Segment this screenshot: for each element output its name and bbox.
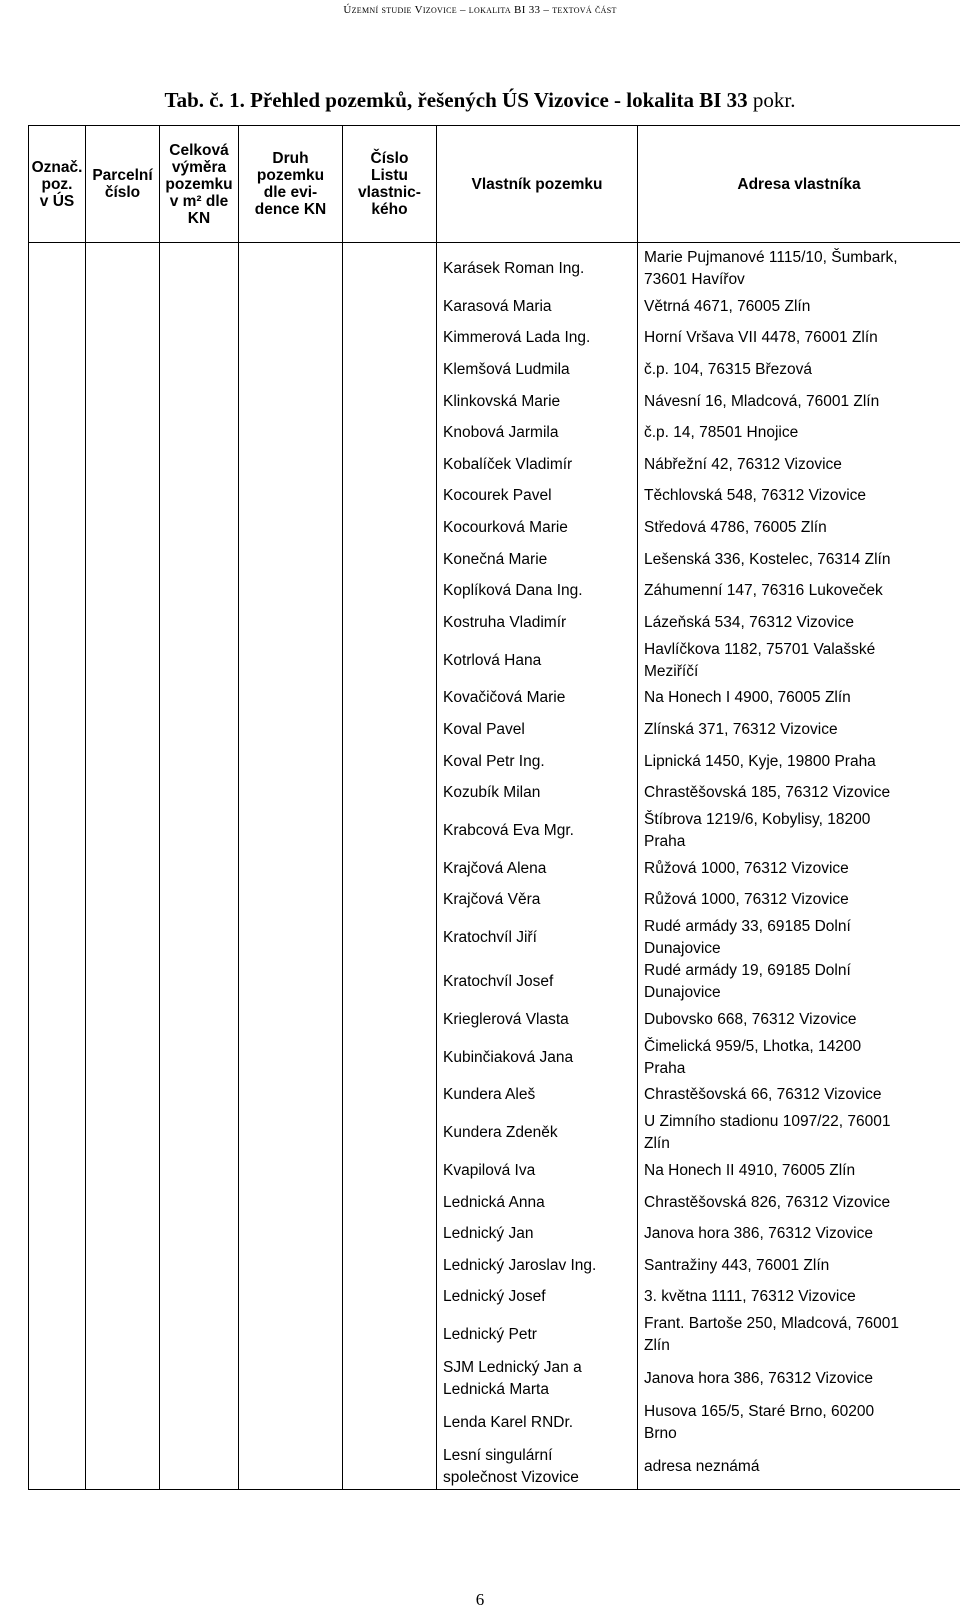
owner-name-line: Krajčová Alena bbox=[443, 859, 547, 877]
owner-name bbox=[437, 1111, 637, 1155]
running-header bbox=[0, 4, 960, 16]
owner-name bbox=[437, 512, 637, 544]
owner-address-line: Větrná 4671, 76005 Zlín bbox=[644, 297, 811, 315]
col-header-line: v ÚS bbox=[39, 192, 75, 210]
owner-address-line: Těchlovská 548, 76312 Vizovice bbox=[644, 487, 867, 505]
owner-name bbox=[437, 885, 637, 917]
owner-address bbox=[638, 481, 960, 513]
owner-name bbox=[437, 1187, 637, 1219]
owner-name-line: společnost Vizovice bbox=[443, 1469, 579, 1487]
owner-name bbox=[437, 291, 637, 323]
owner-address bbox=[638, 960, 960, 1004]
owner-address-line: 3. května 1111, 76312 Vizovice bbox=[644, 1288, 856, 1306]
owner-name bbox=[437, 746, 637, 778]
owner-name bbox=[437, 323, 637, 355]
owner-address-line: č.p. 14, 78501 Hnojice bbox=[644, 424, 799, 442]
owner-name bbox=[437, 1004, 637, 1036]
owner-name bbox=[437, 1445, 637, 1489]
owner-address-line: Zlínská 371, 76312 Vizovice bbox=[644, 720, 838, 738]
col-header-line: Číslo bbox=[370, 150, 409, 167]
owner-name-line: Lenda Karel RNDr. bbox=[443, 1414, 574, 1432]
owner-name-line: Kozubík Milan bbox=[443, 784, 541, 802]
owner-address-line: Středová 4786, 76005 Zlín bbox=[644, 518, 827, 536]
owner-name bbox=[437, 1155, 637, 1187]
owner-name-line: Lednická Marta bbox=[443, 1381, 549, 1399]
owner-address bbox=[638, 1036, 960, 1080]
owner-name-line: Karásek Roman Ing. bbox=[443, 260, 585, 277]
owner-address-line: Chrastěšovská 66, 76312 Vizovice bbox=[644, 1086, 882, 1104]
col-header-parcelni bbox=[86, 126, 160, 243]
owner-name bbox=[437, 1080, 637, 1112]
owner-name bbox=[437, 639, 637, 683]
col-header-line: číslo bbox=[104, 184, 141, 201]
owner-name bbox=[437, 247, 637, 291]
owner-address bbox=[638, 639, 960, 683]
owner-name bbox=[437, 1313, 637, 1357]
owner-address-line: Na Honech II 4910, 76005 Zlín bbox=[644, 1162, 856, 1180]
cell-druh bbox=[239, 243, 343, 1490]
owner-name bbox=[437, 544, 637, 576]
col-header-line: v m² dle bbox=[169, 192, 229, 210]
owner-name-line: Lednický Petr bbox=[443, 1326, 537, 1344]
owner-name-line: Kvapilová Iva bbox=[443, 1162, 536, 1180]
col-header-adresa: Adresa vlastníka bbox=[638, 126, 960, 243]
owner-address-line: Rudé armády 19, 69185 Dolní bbox=[644, 962, 851, 980]
cell-oznac bbox=[29, 243, 86, 1490]
owner-address-line: Čimelická 959/5, Lhotka, 14200 bbox=[644, 1037, 862, 1055]
owner-address bbox=[638, 916, 960, 960]
owner-address-line: Praha bbox=[644, 1059, 686, 1077]
owner-address bbox=[638, 1080, 960, 1112]
owner-name-line: Kostruha Vladimír bbox=[443, 613, 567, 631]
owner-name-line: Konečná Marie bbox=[443, 550, 548, 568]
owner-address-line: Návesní 16, Mladcová, 76001 Zlín bbox=[644, 392, 880, 410]
owner-name-line: Lednický Jaroslav Ing. bbox=[443, 1256, 597, 1274]
owner-address-line: adresa neznámá bbox=[644, 1458, 760, 1476]
owner-address bbox=[638, 1250, 960, 1282]
owner-name-line: Krajčová Věra bbox=[443, 891, 541, 909]
owner-address-line: Lázeňská 534, 76312 Vizovice bbox=[644, 613, 854, 631]
owner-name-line: Klinkovská Marie bbox=[443, 392, 561, 410]
col-header-druh bbox=[239, 126, 343, 243]
owner-address-line: Horní Vršava VII 4478, 76001 Zlín bbox=[644, 329, 878, 347]
owner-name-line: Kundera Aleš bbox=[443, 1086, 536, 1104]
owner-address bbox=[638, 386, 960, 418]
col-header-line: pozemku bbox=[256, 167, 325, 184]
owner-name-line: Kovačičová Marie bbox=[443, 689, 566, 707]
owner-address bbox=[638, 1111, 960, 1155]
owner-name bbox=[437, 916, 637, 960]
owner-name-line: Lednický Josef bbox=[443, 1288, 546, 1306]
table-caption-suffix: pokr. bbox=[747, 88, 796, 112]
owner-address-line: Nábřežní 42, 76312 Vizovice bbox=[644, 455, 842, 473]
owner-name bbox=[437, 354, 637, 386]
table-body-row bbox=[29, 243, 960, 1490]
owner-name-line: Kubinčiaková Jana bbox=[443, 1048, 574, 1066]
owner-address-line: Frant. Bartoše 250, Mladcová, 76001 bbox=[644, 1315, 900, 1333]
owner-address bbox=[638, 1401, 960, 1445]
col-header-list bbox=[343, 126, 437, 243]
col-header-line: Celková bbox=[169, 141, 229, 159]
owner-name-line: Karasová Maria bbox=[443, 297, 552, 315]
table-caption-title: Tab. č. 1. Přehled pozemků, řešených ÚS Vizovice - lokalita BI 33 bbox=[164, 88, 748, 112]
owner-name-line: Kobalíček Vladimír bbox=[443, 455, 573, 473]
owner-address-line: Na Honech I 4900, 76005 Zlín bbox=[644, 689, 851, 707]
owner-address bbox=[638, 714, 960, 746]
owner-name bbox=[437, 1401, 637, 1445]
owner-address-line: Janova hora 386, 76312 Vizovice bbox=[644, 1225, 873, 1243]
owner-address-line: Zlín bbox=[644, 1337, 670, 1355]
owner-name bbox=[437, 1282, 637, 1314]
owner-name bbox=[437, 481, 637, 513]
table-header-row bbox=[29, 126, 960, 243]
owner-name bbox=[437, 607, 637, 639]
owner-address bbox=[638, 809, 960, 853]
owner-name bbox=[437, 417, 637, 449]
owner-name-line: Kotrlová Hana bbox=[443, 651, 542, 669]
owner-name-line: Lesní singulární bbox=[443, 1447, 553, 1465]
owner-name-line: Kratochvíl Josef bbox=[443, 973, 554, 991]
owner-name-line: Koval Pavel bbox=[443, 720, 525, 738]
col-header-line: KN bbox=[187, 209, 211, 227]
owner-address-line: Zlín bbox=[644, 1135, 670, 1153]
owner-address bbox=[638, 683, 960, 715]
owner-address bbox=[638, 1282, 960, 1314]
owner-address bbox=[638, 777, 960, 809]
owner-address bbox=[638, 746, 960, 778]
owner-address-line: Dunajovice bbox=[644, 940, 721, 958]
owner-address-line: Lešenská 336, Kostelec, 76314 Zlín bbox=[644, 550, 891, 568]
owner-name bbox=[437, 386, 637, 418]
owner-name-line: Klemšová Ludmila bbox=[443, 360, 570, 378]
cell-vymera bbox=[160, 243, 239, 1490]
owner-address bbox=[638, 1445, 960, 1489]
owner-name bbox=[437, 1250, 637, 1282]
owner-name-line: Krabcová Eva Mgr. bbox=[443, 821, 574, 839]
owner-address bbox=[638, 247, 960, 291]
owner-address-line: Brno bbox=[644, 1425, 677, 1443]
owner-address bbox=[638, 1004, 960, 1036]
owner-address bbox=[638, 291, 960, 323]
owner-address-line: Marie Pujmanové 1115/10, Šumbark, bbox=[644, 249, 898, 266]
owner-address-line: Praha bbox=[644, 832, 686, 850]
owner-address-line: Havlíčkova 1182, 75701 Valašské bbox=[644, 640, 876, 658]
owner-address bbox=[638, 575, 960, 607]
owner-name-line: Knobová Jarmila bbox=[443, 424, 559, 442]
owner-address bbox=[638, 885, 960, 917]
col-header-line: Druh bbox=[272, 150, 309, 167]
owner-name-line: Kundera Zdeněk bbox=[443, 1124, 558, 1142]
table-caption bbox=[0, 88, 960, 113]
owner-name-line: Kocourková Marie bbox=[443, 518, 568, 536]
owner-address bbox=[638, 1155, 960, 1187]
owner-address-line: Rudé armády 33, 69185 Dolní bbox=[644, 918, 851, 936]
parcel-owners-table bbox=[28, 125, 960, 1490]
owner-name bbox=[437, 449, 637, 481]
owner-address-line: Santražiny 443, 76001 Zlín bbox=[644, 1256, 830, 1274]
owner-address bbox=[638, 1313, 960, 1357]
owner-name bbox=[437, 683, 637, 715]
owner-address-line: Dunajovice bbox=[644, 984, 721, 1002]
owner-address-line: Lipnická 1450, Kyje, 19800 Praha bbox=[644, 752, 876, 770]
owner-name-line: Kimmerová Lada Ing. bbox=[443, 329, 591, 347]
page-number: 6 bbox=[475, 1590, 485, 1609]
owner-name bbox=[437, 1218, 637, 1250]
col-header-line: Listu bbox=[370, 167, 409, 184]
owner-name-line: SJM Lednický Jan a bbox=[443, 1359, 582, 1377]
owner-name bbox=[437, 853, 637, 885]
col-header-vymera bbox=[160, 126, 239, 243]
col-header-line: dence KN bbox=[254, 201, 327, 218]
owner-address bbox=[638, 449, 960, 481]
col-header-line: výměra bbox=[171, 158, 227, 176]
owner-address bbox=[638, 607, 960, 639]
owner-address-line: Janova hora 386, 76312 Vizovice bbox=[644, 1370, 873, 1388]
owner-address-line: Štíbrova 1219/6, Kobylisy, 18200 bbox=[644, 810, 871, 828]
owner-address bbox=[638, 512, 960, 544]
owner-address bbox=[638, 1187, 960, 1219]
col-header-line: Označ. bbox=[31, 158, 83, 176]
owner-name-line: Kocourek Pavel bbox=[443, 487, 552, 505]
owner-column bbox=[437, 243, 638, 1490]
col-header-line: pozemku bbox=[165, 175, 233, 193]
owner-address bbox=[638, 1357, 960, 1401]
owner-address-line: Záhumenní 147, 76316 Lukoveček bbox=[644, 582, 883, 600]
cell-list bbox=[343, 243, 437, 1490]
running-header-text: Územní studie Vizovice – lokalita BI 33 – textová část bbox=[343, 4, 617, 16]
owner-address-line: Chrastěšovská 826, 76312 Vizovice bbox=[644, 1193, 891, 1211]
col-header-line: poz. bbox=[41, 175, 73, 193]
owner-name-line: Lednická Anna bbox=[443, 1193, 545, 1211]
owner-address-line: Meziříčí bbox=[644, 662, 699, 680]
owner-name-line: Koval Petr Ing. bbox=[443, 752, 545, 770]
col-header-line: Parcelní bbox=[92, 167, 153, 184]
owner-name-line: Krieglerová Vlasta bbox=[443, 1010, 569, 1028]
owner-address bbox=[638, 417, 960, 449]
owner-name bbox=[437, 777, 637, 809]
cell-parcelni bbox=[86, 243, 160, 1490]
col-header-line: vlastnic- bbox=[358, 184, 421, 201]
col-header-oznac bbox=[29, 126, 86, 243]
owner-name bbox=[437, 1036, 637, 1080]
owner-name bbox=[437, 714, 637, 746]
address-column bbox=[638, 243, 960, 1490]
owner-address-line: Růžová 1000, 76312 Vizovice bbox=[644, 891, 849, 909]
owner-name-line: Kratochvíl Jiří bbox=[443, 929, 537, 947]
owner-name bbox=[437, 1357, 637, 1401]
owner-address-line: Husova 165/5, Staré Brno, 60200 bbox=[644, 1403, 875, 1421]
owner-address bbox=[638, 853, 960, 885]
owner-address-line: Dubovsko 668, 76312 Vizovice bbox=[644, 1010, 857, 1028]
owner-name bbox=[437, 575, 637, 607]
owner-address-line: U Zimního stadionu 1097/22, 76001 bbox=[644, 1113, 891, 1131]
owner-name-line: Lednický Jan bbox=[443, 1225, 534, 1243]
owner-address-line: Chrastěšovská 185, 76312 Vizovice bbox=[644, 784, 891, 802]
owner-address bbox=[638, 354, 960, 386]
owner-address bbox=[638, 323, 960, 355]
owner-address-line: 73601 Havířov bbox=[644, 271, 745, 288]
owner-address-line: č.p. 104, 76315 Březová bbox=[644, 360, 813, 378]
owner-name-line: Koplíková Dana Ing. bbox=[443, 582, 583, 600]
owner-address bbox=[638, 1218, 960, 1250]
owner-address bbox=[638, 544, 960, 576]
col-header-vlastnik: Vlastník pozemku bbox=[437, 126, 638, 243]
owner-name bbox=[437, 809, 637, 853]
owner-address-line: Růžová 1000, 76312 Vizovice bbox=[644, 859, 849, 877]
col-header-line: kého bbox=[371, 201, 408, 218]
col-header-line: dle evi- bbox=[263, 184, 318, 201]
owner-name bbox=[437, 960, 637, 1004]
